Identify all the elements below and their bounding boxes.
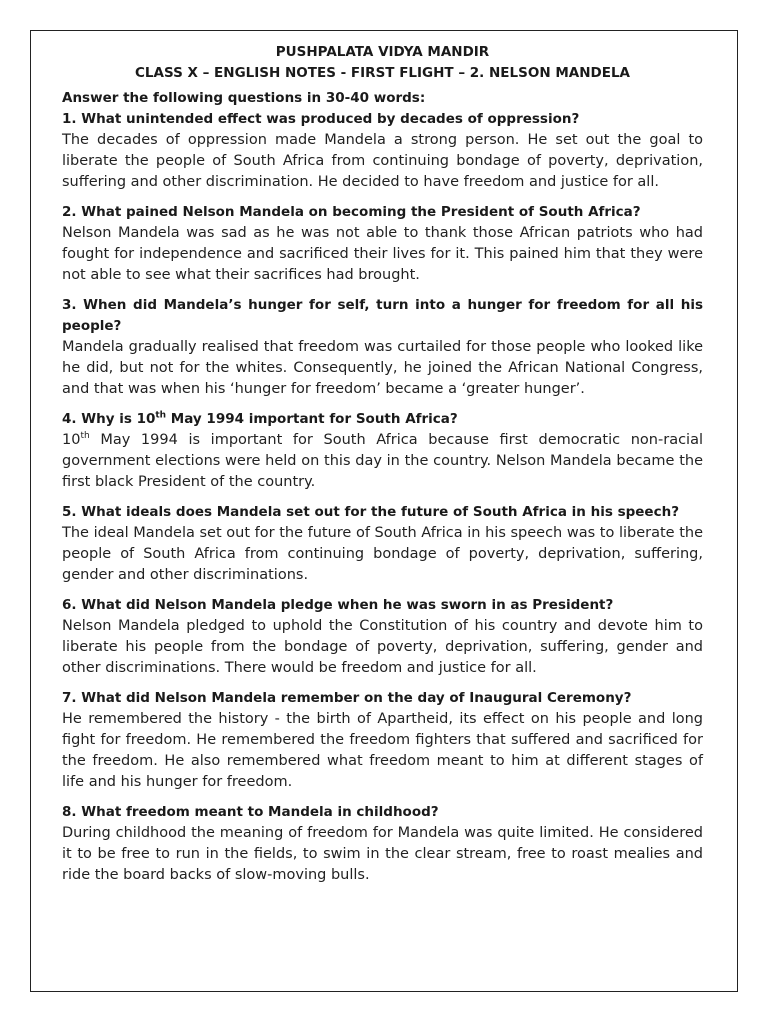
- answer-3: Mandela gradually realised that freedom was curtailed for those people who looked like he did, but not for the whites. Consequently, he joined the African National Congress, and that was when his ‘hunger for freedom’ became a ‘greater hunger’.: [62, 339, 703, 397]
- qa-item-1: [62, 109, 703, 193]
- question-5: 5. What ideals does Mandela set out for the future of South Africa in his speech?: [62, 504, 680, 520]
- answer-5: The ideal Mandela set out for the future of South Africa in his speech was to liberate the people of South Africa from continuing bondage of poverty, deprivation, suffering, gender and other discriminations.: [62, 525, 703, 583]
- answer-2: Nelson Mandela was sad as he was not able to thank those African patriots who had fought for independence and sacrificed their lives for it. This pained him that they were not able to see what their sacrifices had brought.: [62, 225, 703, 283]
- qa-item-3: [62, 295, 703, 400]
- question-2: 2. What pained Nelson Mandela on becoming the President of South Africa?: [62, 204, 641, 220]
- answer-7: He remembered the history - the birth of Apartheid, its effect on his people and long fight for freedom. He remembered the freedom fighters that suffered and sacrificed for the freedom. He also remembered what freedom meant to him at different stages of life and his hunger for freedom.: [62, 711, 703, 790]
- qa-item-4: [62, 409, 703, 493]
- question-8: 8. What freedom meant to Mandela in childhood?: [62, 804, 439, 820]
- qa-item-8: [62, 802, 703, 886]
- answer-4-text: 10: [62, 432, 81, 448]
- answer-4: [62, 430, 703, 493]
- school-title: PUSHPALATA VIDYA MANDIR: [275, 44, 490, 60]
- question-7: 7. What did Nelson Mandela remember on the day of Inaugural Ceremony?: [62, 690, 632, 706]
- answer-1: The decades of oppression made Mandela a strong person. He set out the goal to liberate the people of South Africa from continuing bondage of poverty, deprivation, suffering and other discrimination. He decided to have freedom and justice for all.: [62, 132, 703, 190]
- qa-item-7: [62, 688, 703, 793]
- question-6: 6. What did Nelson Mandela pledge when he was sworn in as President?: [62, 597, 614, 613]
- document-body: [62, 42, 703, 886]
- instruction: Answer the following questions in 30-40 words:: [62, 90, 426, 106]
- question-3: 3. When did Mandela’s hunger for self, turn into a hunger for freedom for all his people?: [62, 297, 703, 334]
- answer-8: During childhood the meaning of freedom for Mandela was quite limited. He considered it to be free to run in the fields, to swim in the clear stream, free to roast mealies and ride the board backs of slow-moving bulls.: [62, 825, 703, 883]
- question-4-text: 4. Why is 10: [62, 411, 156, 427]
- qa-item-6: [62, 595, 703, 679]
- answer-4-text-end: May 1994 is important for South Africa because first democratic non-racial government elections were held on this day in the country. Nelson Mandela became the first black President of the country.: [62, 432, 703, 490]
- question-1: 1. What unintended effect was produced by decades of oppression?: [62, 111, 580, 127]
- question-4-text-end: May 1994 important for South Africa?: [166, 411, 458, 427]
- question-4: [62, 409, 703, 430]
- question-4-superscript: th: [155, 410, 167, 421]
- answer-6: Nelson Mandela pledged to uphold the Constitution of his country and devote him to liberate his people from the bondage of poverty, deprivation, suffering, gender and other discriminations. There would be freedom and justice for all.: [62, 618, 703, 676]
- qa-item-2: [62, 202, 703, 286]
- answer-4-superscript: th: [80, 431, 90, 442]
- qa-item-5: [62, 502, 703, 586]
- document-subtitle: CLASS X – ENGLISH NOTES - FIRST FLIGHT – 2. NELSON MANDELA: [135, 65, 630, 81]
